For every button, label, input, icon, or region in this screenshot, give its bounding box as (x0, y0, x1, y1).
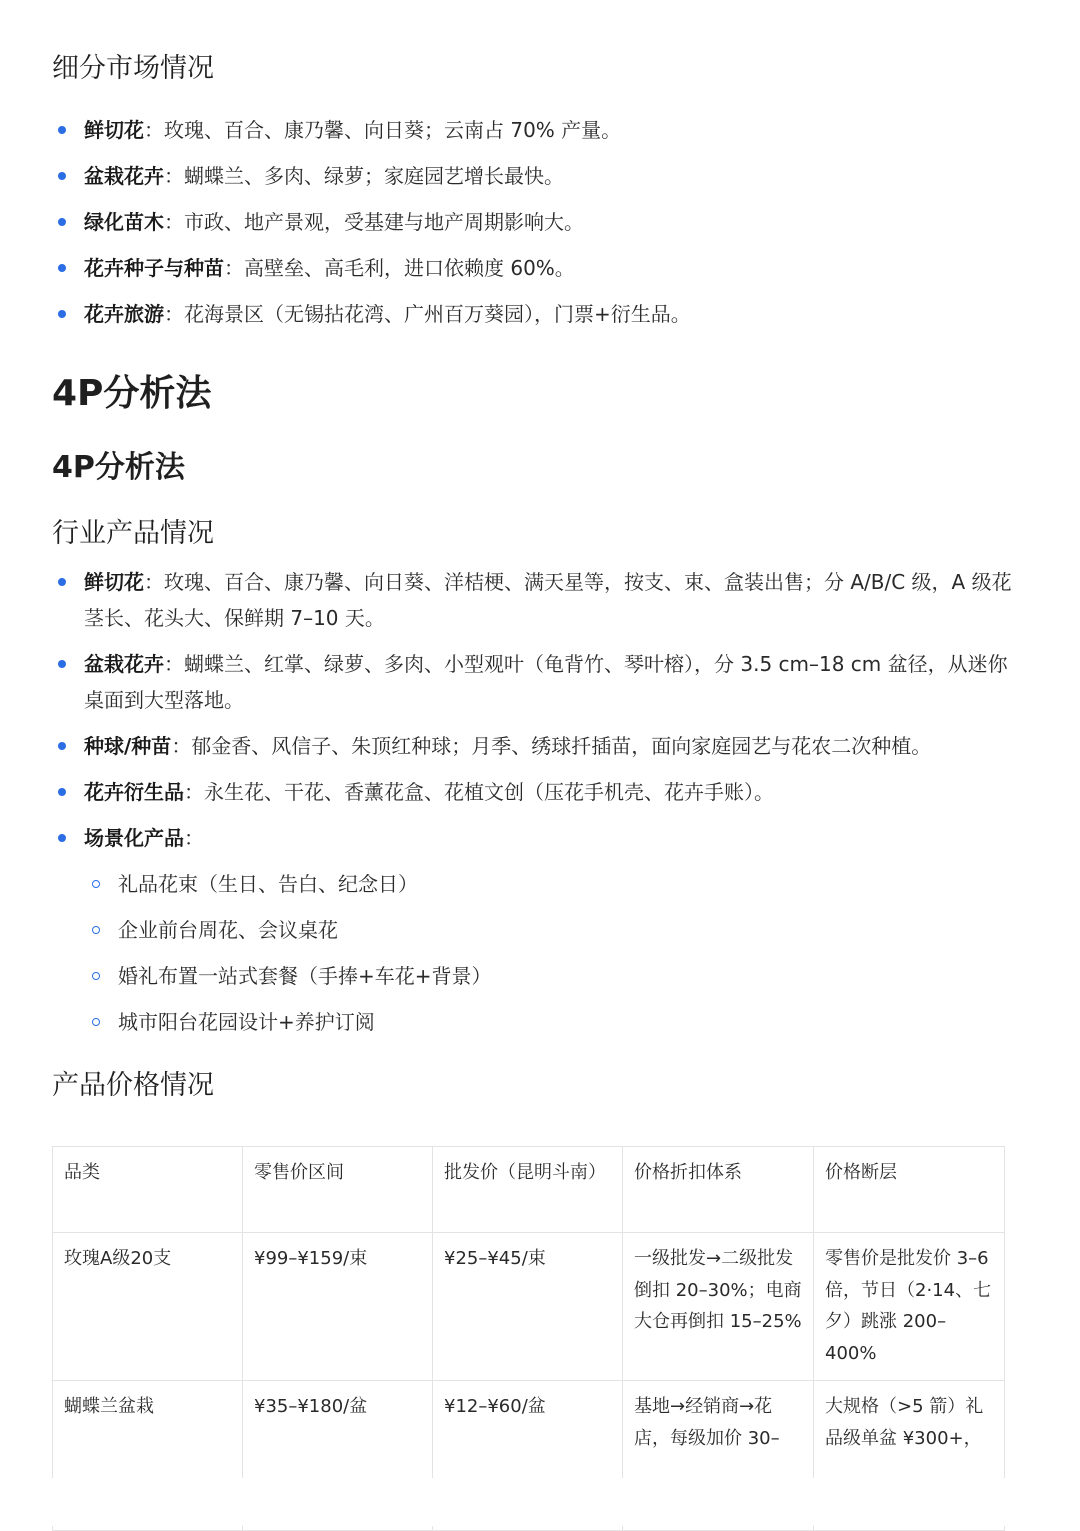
list-item (52, 296, 1022, 332)
table-header-cell: 零售价区间 (243, 1147, 433, 1233)
bullet-icon (58, 264, 66, 272)
table-header-cell: 价格断层 (814, 1147, 1005, 1233)
table-cell: 基地→经销商→花店，每级加价 30– (623, 1381, 814, 1531)
scene-product-sublist (52, 866, 1022, 1040)
table-cell: ¥25–¥45/束 (433, 1233, 623, 1381)
bullet-icon (58, 172, 66, 180)
table-cell: 蝴蝶兰盆栽 (53, 1381, 243, 1531)
list-item (52, 646, 1022, 718)
heading-4p-h2: 4P分析法 (52, 450, 185, 485)
item-text: 礼品花束（生日、告白、纪念日） (118, 872, 418, 896)
table-cell: 玫瑰A级20支 (53, 1233, 243, 1381)
item-text: ：郁金香、风信子、朱顶红种球；月季、绣球扦插苗，面向家庭园艺与花农二次种植。 (171, 734, 932, 758)
item-text: 城市阳台花园设计+养护订阅 (118, 1010, 375, 1034)
item-text: ：玫瑰、百合、康乃馨、向日葵；云南占 70% 产量。 (144, 118, 622, 142)
table-header-cell: 价格折扣体系 (623, 1147, 814, 1233)
list-item (52, 774, 1022, 810)
table-cell: 大规格（>5 箭）礼品级单盆 ¥300+， (814, 1381, 1005, 1531)
list-item (52, 204, 1022, 240)
table-header-row (53, 1147, 1005, 1233)
bullet-icon (58, 310, 66, 318)
list-item (52, 728, 1022, 764)
item-text: ：市政、地产景观，受基建与地产周期影响大。 (164, 210, 584, 234)
item-text: 企业前台周花、会议桌花 (118, 918, 338, 942)
bullet-icon (58, 742, 66, 750)
table-cell: ¥12–¥60/盆 (433, 1381, 623, 1531)
item-text: ：永生花、干花、香薰花盒、花植文创（压花手机壳、花卉手账）。 (184, 780, 774, 804)
table-cell: 一级批发→二级批发倒扣 20–30%；电商大仓再倒扣 15–25% (623, 1233, 814, 1381)
item-text: 婚礼布置一站式套餐（手捧+车花+背景） (118, 964, 492, 988)
item-text: ： (184, 826, 204, 850)
item-label: 场景化产品 (84, 826, 184, 850)
list-item (52, 820, 1022, 856)
item-label: 种球/种苗 (84, 734, 172, 758)
circle-bullet-icon (92, 1018, 100, 1026)
item-label: 盆栽花卉 (84, 652, 164, 676)
product-section-title: 行业产品情况 (52, 518, 214, 549)
product-list (52, 564, 1022, 866)
table-header-cell: 批发价（昆明斗南） (433, 1147, 623, 1233)
table-header-cell: 品类 (53, 1147, 243, 1233)
item-label: 花卉旅游 (84, 302, 164, 326)
item-label: 花卉衍生品 (84, 780, 184, 804)
market-section-title: 细分市场情况 (52, 53, 214, 84)
item-text: ：高壁垒、高毛利，进口依赖度 60%。 (224, 256, 575, 280)
circle-bullet-icon (92, 926, 100, 934)
list-item (52, 866, 1022, 902)
item-text: ：花海景区（无锡拈花湾、广州百万葵园），门票+衍生品。 (164, 302, 691, 326)
list-item (52, 912, 1022, 948)
list-item (52, 112, 1022, 148)
bullet-icon (58, 834, 66, 842)
bullet-icon (58, 660, 66, 668)
list-item (52, 958, 1022, 994)
bullet-icon (58, 578, 66, 586)
table-cell: ¥99–¥159/束 (243, 1233, 433, 1381)
table-row (53, 1233, 1005, 1381)
item-text: ：蝴蝶兰、红掌、绿萝、多肉、小型观叶（龟背竹、琴叶榕），分 3.5 cm–18 cm 盆径，从迷你桌面到大型落地。 (84, 652, 1008, 712)
heading-4p-h1: 4P分析法 (52, 373, 212, 414)
item-label: 绿化苗木 (84, 210, 164, 234)
list-item (52, 250, 1022, 286)
price-table (52, 1146, 1005, 1531)
item-label: 花卉种子与种苗 (84, 256, 224, 280)
bullet-icon (58, 126, 66, 134)
market-list (52, 112, 1022, 332)
circle-bullet-icon (92, 880, 100, 888)
item-label: 鲜切花 (84, 570, 144, 594)
circle-bullet-icon (92, 972, 100, 980)
list-item (52, 158, 1022, 194)
list-item (52, 564, 1022, 636)
item-text: ：玫瑰、百合、康乃馨、向日葵、洋桔梗、满天星等，按支、束、盒装出售；分 A/B/C 级，A 级花茎长、花头大、保鲜期 7–10 天。 (84, 570, 1012, 630)
table-cell: ¥35–¥180/盆 (243, 1381, 433, 1531)
item-label: 鲜切花 (84, 118, 144, 142)
table-cell: 零售价是批发价 3–6 倍，节日（2·14、七夕）跳涨 200–400% (814, 1233, 1005, 1381)
list-item (52, 1004, 1022, 1040)
price-section-title: 产品价格情况 (52, 1070, 214, 1101)
bullet-icon (58, 788, 66, 796)
page-cutoff (0, 1478, 1080, 1526)
bullet-icon (58, 218, 66, 226)
item-label: 盆栽花卉 (84, 164, 164, 188)
item-text: ：蝴蝶兰、多肉、绿萝；家庭园艺增长最快。 (164, 164, 564, 188)
